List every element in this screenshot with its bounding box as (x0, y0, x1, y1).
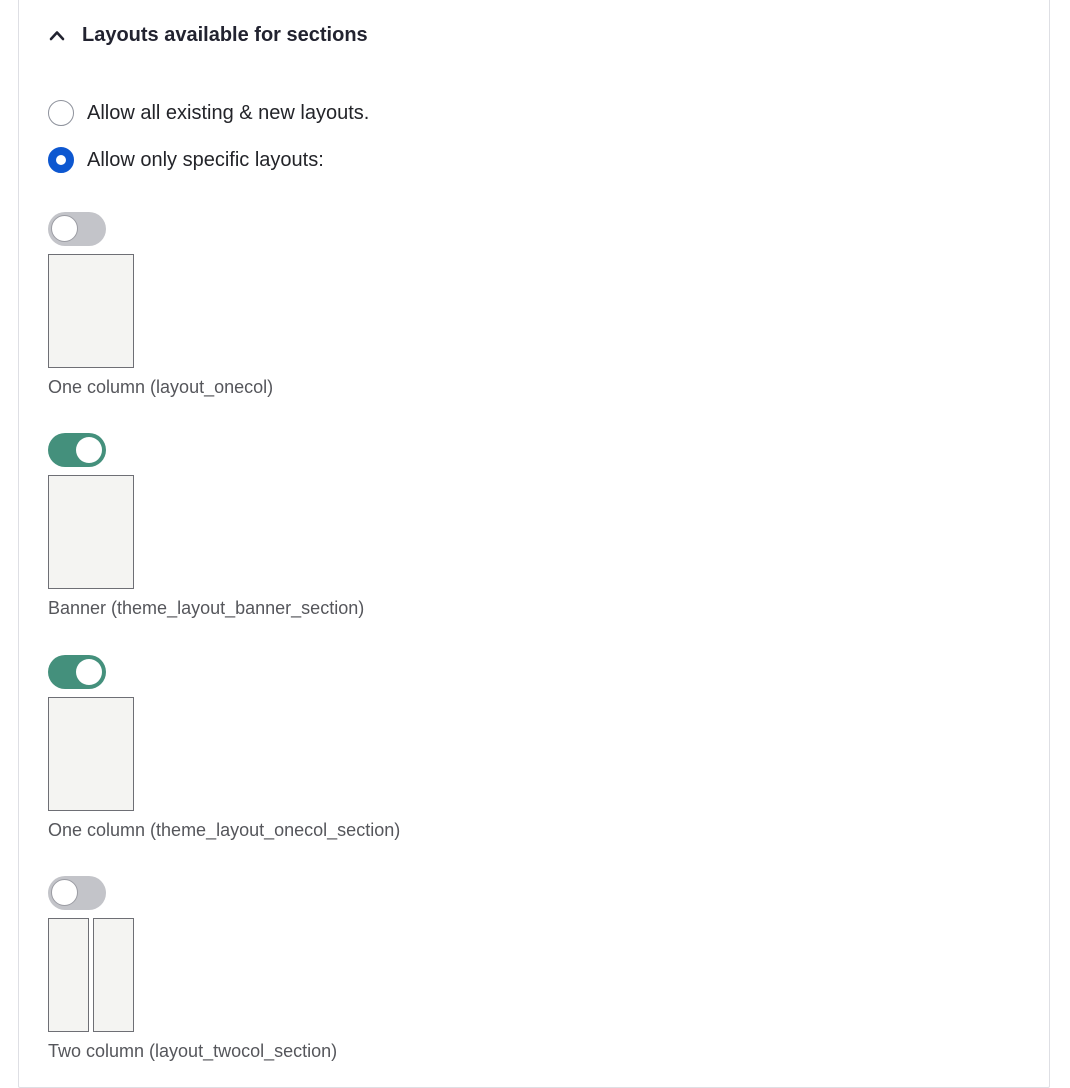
radio-label-allow-specific: Allow only specific layouts: (87, 148, 324, 171)
radio-allow-all[interactable] (48, 100, 369, 126)
chevron-up-icon[interactable] (46, 24, 68, 46)
layout-item-layout-onecol (48, 212, 273, 398)
toggle-layout-onecol[interactable] (48, 212, 106, 246)
details-summary[interactable] (46, 18, 368, 52)
layout-thumbnail-banner (48, 475, 134, 589)
radio-button-allow-specific[interactable] (48, 147, 74, 173)
layout-region (48, 254, 134, 368)
layout-region-second (93, 918, 134, 1032)
layout-label: One column (layout_onecol) (48, 377, 274, 397)
radio-label-allow-all: Allow all existing & new layouts. (87, 101, 370, 124)
layout-thumbnail-twocol (48, 918, 134, 1032)
toggle-twocol-section[interactable] (48, 876, 106, 910)
layout-item-banner-section (48, 433, 364, 619)
layout-item-twocol-section (48, 876, 337, 1062)
layout-region (48, 697, 134, 811)
radio-button-allow-all[interactable] (48, 100, 74, 126)
layout-thumbnail-onecol-section (48, 697, 134, 811)
toggle-banner-section[interactable] (48, 433, 106, 467)
radio-allow-specific[interactable] (48, 147, 324, 173)
layout-region (48, 475, 134, 589)
layout-label: One column (theme_layout_onecol_section) (48, 820, 401, 840)
layout-label: Two column (layout_twocol_section) (48, 1041, 338, 1061)
toggle-onecol-section[interactable] (48, 655, 106, 689)
details-title: Layouts available for sections (82, 23, 368, 46)
layout-thumbnail-onecol (48, 254, 134, 368)
layout-label: Banner (theme_layout_banner_section) (48, 598, 365, 618)
layout-region-first (48, 918, 89, 1032)
layout-item-onecol-section (48, 655, 400, 841)
